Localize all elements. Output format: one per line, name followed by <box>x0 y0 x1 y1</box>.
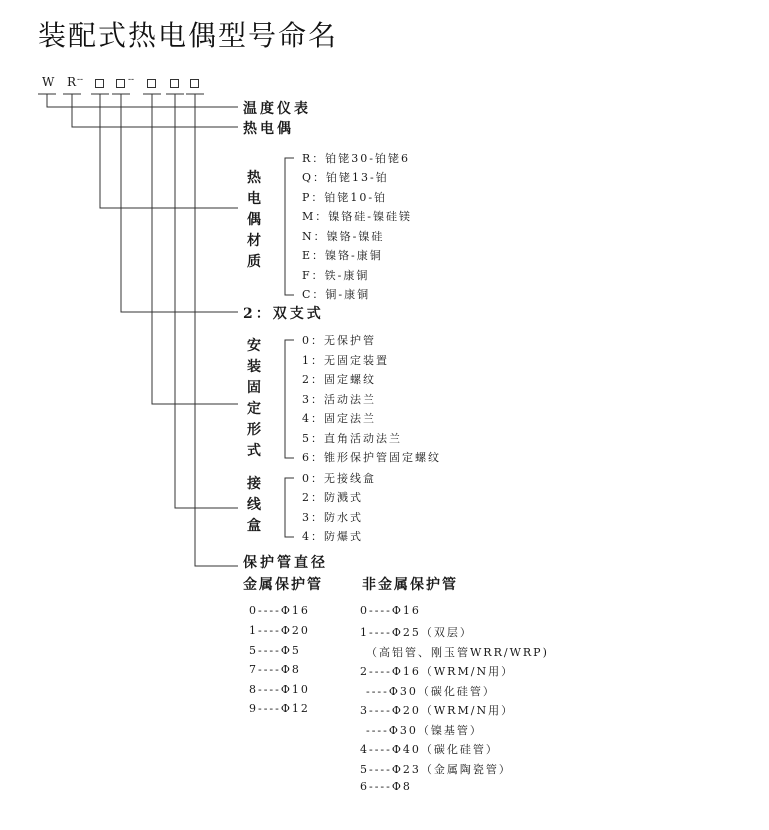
metal-tube-item: 8----Φ10 <box>249 683 310 696</box>
label-tube-diameter: 保护管直径 <box>243 555 328 571</box>
nonmetal-tube-item: 6----Φ8 <box>360 780 412 793</box>
page-title: 装配式热电偶型号命名 <box>38 19 339 52</box>
material-item: R：铂铑30-铂铑6 <box>302 152 410 165</box>
heading-metal-tube: 金属保护管 <box>243 577 323 593</box>
metal-tube-item: 9----Φ12 <box>249 702 310 715</box>
nonmetal-tube-item: 5----Φ23（金属陶瓷管） <box>360 763 512 776</box>
heading-nonmetal-tube: 非金属保护管 <box>362 577 458 593</box>
nonmetal-tube-item: 4----Φ40（碳化硅管） <box>360 743 499 756</box>
bracket-material <box>285 158 294 295</box>
nonmetal-tube-item: 2----Φ16（WRM/N用） <box>360 665 515 678</box>
nonmetal-tube-item: （高铝管、刚玉管WRR/WRP) <box>366 646 549 659</box>
mounting-item: 2：固定螺纹 <box>302 373 376 386</box>
label-dual: 2：双支式 <box>243 306 324 322</box>
material-item: N：镍铬-镍硅 <box>302 230 385 243</box>
junction-item: 3：防水式 <box>302 511 363 524</box>
heading-material: 热电偶材质 <box>247 170 261 270</box>
code-dash-1: -- <box>77 75 84 85</box>
mounting-item: 1：无固定装置 <box>302 354 389 367</box>
metal-tube-item: 1----Φ20 <box>249 624 310 637</box>
material-item: C：铜-康铜 <box>302 288 371 301</box>
nonmetal-tube-item: ----Φ30（镍基管） <box>366 724 483 737</box>
material-item: F：铁-康铜 <box>302 269 370 282</box>
nonmetal-tube-item: 1----Φ25（双层） <box>360 626 473 639</box>
mounting-item: 6：锥形保护管固定螺纹 <box>302 451 441 464</box>
nonmetal-tube-item: 0----Φ16 <box>360 604 421 617</box>
label-thermocouple: 热电偶 <box>243 121 294 137</box>
label-temp-instrument: 温度仪表 <box>243 101 311 117</box>
code-letter-r: R <box>67 75 77 89</box>
mounting-item: 3：活动法兰 <box>302 393 376 406</box>
metal-tube-item: 5----Φ5 <box>249 644 301 657</box>
material-item: M：镍铬硅-镍硅镁 <box>302 210 412 223</box>
heading-junction-box: 接线盒 <box>247 476 261 534</box>
material-item: E：镍铬-康铜 <box>302 249 383 262</box>
nonmetal-tube-item: ----Φ30（碳化硅管） <box>366 685 496 698</box>
line-temp-instrument <box>47 94 238 107</box>
material-item: P：铂铑10-铂 <box>302 191 388 204</box>
mounting-item: 0：无保护管 <box>302 334 376 347</box>
metal-tube-item: 7----Φ8 <box>249 663 301 676</box>
code-letter-w: W <box>42 75 55 89</box>
mounting-item: 5：直角活动法兰 <box>302 432 402 445</box>
junction-item: 4：防爆式 <box>302 530 363 543</box>
heading-mounting: 安装固定形式 <box>247 338 261 459</box>
nonmetal-tube-item: 3----Φ20（WRM/N用） <box>360 704 515 717</box>
bracket-junction <box>285 478 294 537</box>
line-junction <box>175 94 238 508</box>
material-item: Q：铂铑13-铂 <box>302 171 389 184</box>
junction-item: 0：无接线盒 <box>302 472 376 485</box>
line-diameter <box>195 94 238 566</box>
junction-item: 2：防溅式 <box>302 491 363 504</box>
bracket-mounting <box>285 340 294 458</box>
metal-tube-item: 0----Φ16 <box>249 604 310 617</box>
mounting-item: 4：固定法兰 <box>302 412 376 425</box>
code-dash-2: -- <box>128 75 135 85</box>
line-thermocouple <box>72 94 238 127</box>
